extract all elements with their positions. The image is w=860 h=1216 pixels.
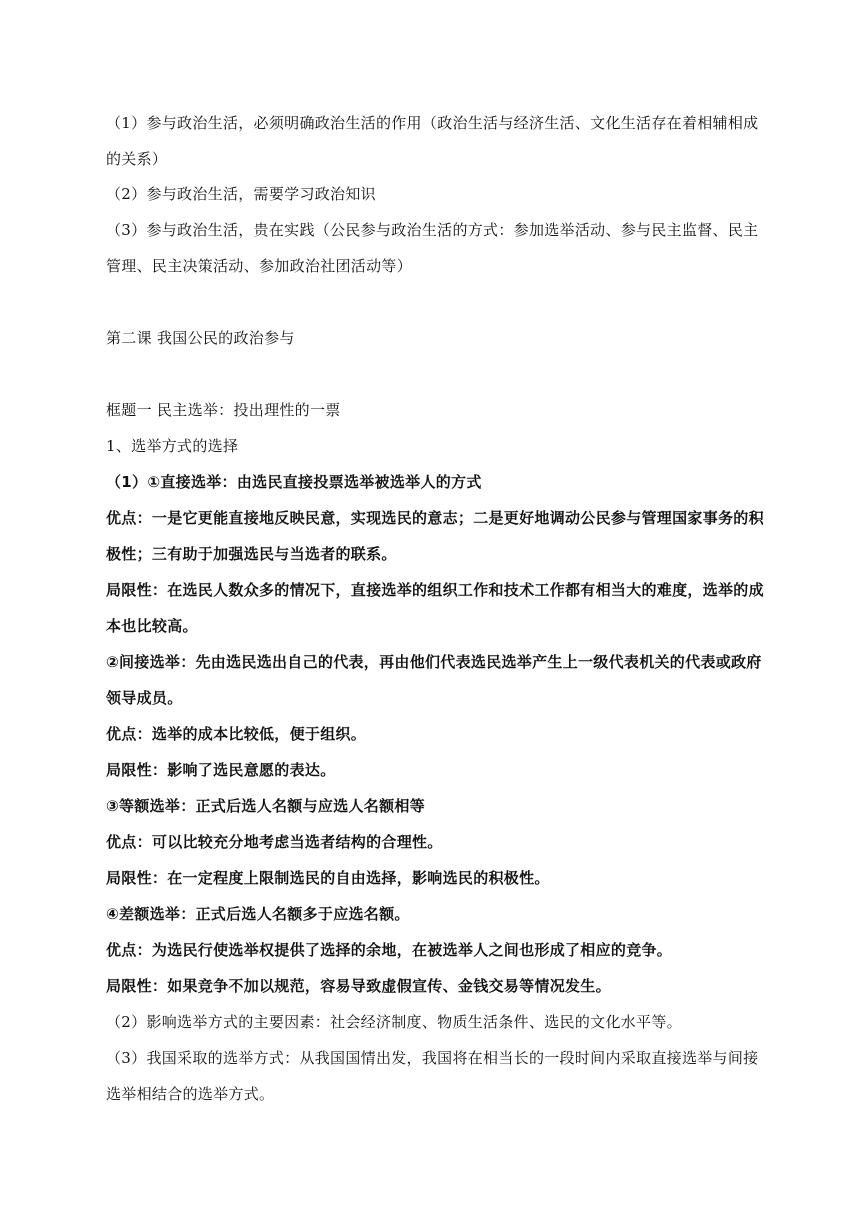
indirect-election-title-line-2: 领导成员。: [106, 689, 183, 707]
competitive-election-limitations: 局限性：如果竞争不加以规范，容易导致虚假宣传、金钱交易等情况发生。: [106, 977, 611, 995]
intro-paragraph-3-line-1: （3）参与政治生活，贵在实践（公民参与政治生活的方式：参加选举活动、参与民主监督、民主: [106, 221, 759, 239]
election-factors-paragraph: （2）影响选举方式的主要因素：社会经济制度、物质生活条件、选民的文化水平等。: [106, 1013, 682, 1031]
indirect-election-limitations: 局限性：影响了选民意愿的表达。: [106, 761, 336, 779]
intro-paragraph-3-line-2: 管理、民主决策活动、参加政治社团活动等）: [106, 257, 413, 275]
competitive-election-title: ④差额选举：正式后选人名额多于应选名额。: [106, 905, 410, 923]
china-election-method-line-2: 选举相结合的选举方式。: [106, 1085, 275, 1103]
equal-election-limitations: 局限性：在一定程度上限制选民的自由选择，影响选民的积极性。: [106, 869, 550, 887]
indirect-election-advantages: 优点：选举的成本比较低，便于组织。: [106, 725, 367, 743]
equal-election-title: ③等额选举：正式后选人名额与应选人名额相等: [106, 797, 426, 815]
indirect-election-title-line-1: ②间接选举：先由选民选出自己的代表，再由他们代表选民选举产生上一级代表机关的代表或政府: [106, 653, 762, 671]
direct-election-advantages-line-1: 优点：一是它更能直接地反映民意，实现选民的意志；二是更好地调动公民参与管理国家事务的积: [106, 509, 764, 527]
direct-election-title: （1）①直接选举：由选民直接投票选举被选举人的方式: [106, 473, 482, 491]
lesson-title: 第二课 我国公民的政治参与: [106, 329, 295, 347]
intro-paragraph-1-line-1: （1）参与政治生活，必须明确政治生活的作用（政治生活与经济生活、文化生活存在着相辅相成: [106, 114, 759, 132]
direct-election-limitations-line-1: 局限性：在选民人数众多的情况下，直接选举的组织工作和技术工作都有相当大的难度，选举的成: [106, 581, 764, 599]
section-title: 1、选举方式的选择: [106, 437, 239, 455]
competitive-election-advantages: 优点：为选民行使选举权提供了选择的余地，在被选举人之间也形成了相应的竞争。: [106, 941, 673, 959]
intro-paragraph-2: （2）参与政治生活，需要学习政治知识: [106, 185, 376, 203]
china-election-method-line-1: （3）我国采取的选举方式：从我国国情出发，我国将在相当长的一段时间内采取直接选举与间接: [106, 1049, 759, 1067]
direct-election-limitations-line-2: 本也比较高。: [106, 617, 198, 635]
intro-paragraph-1-line-2: 的关系）: [106, 150, 168, 168]
frame-title: 框题一 民主选举：投出理性的一票: [106, 401, 341, 419]
direct-election-advantages-line-2: 极性；三有助于加强选民与当选者的联系。: [106, 545, 397, 563]
equal-election-advantages: 优点：可以比较充分地考虑当选者结构的合理性。: [106, 833, 443, 851]
